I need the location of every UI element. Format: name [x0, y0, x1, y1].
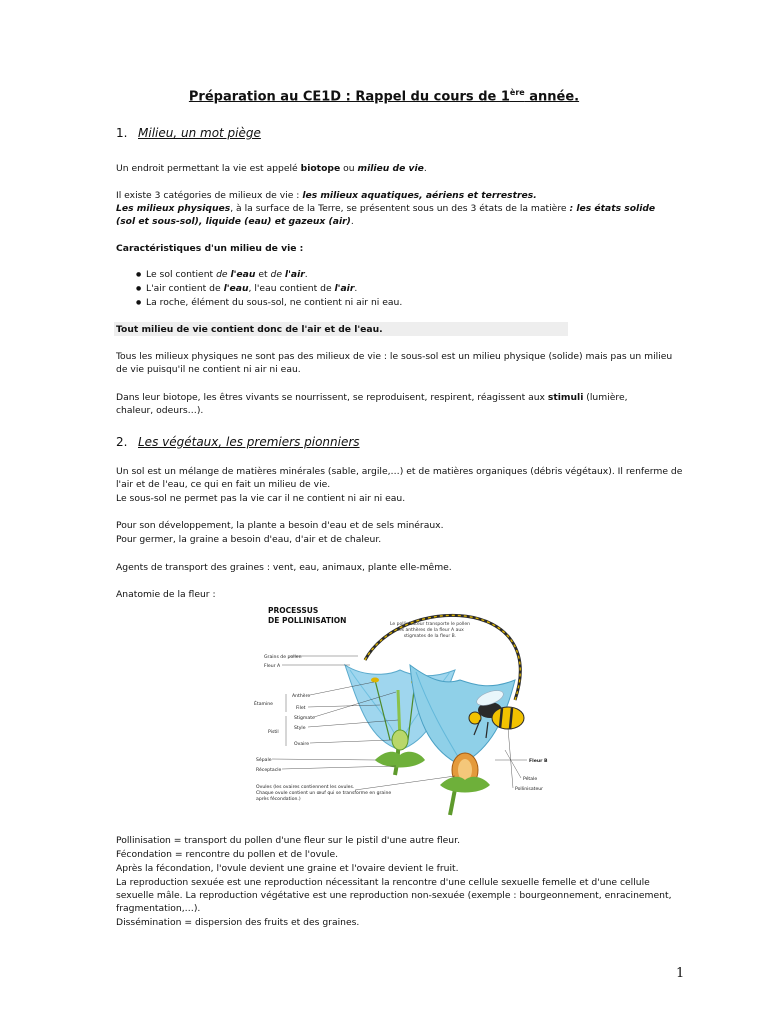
list-item: ● Le sol contient de l'eau et de l'air. — [146, 268, 402, 282]
paragraph-seed-needs: Pour germer, la graine a besoin d'eau, d'air et de chaleur. — [116, 534, 382, 545]
figure-caption-3: stigmates de la fleur B. — [403, 634, 457, 639]
definition-reproduction-line2: sexuelle mâle. La reproduction végétative est une reproduction non-sexuée (exemple : bourgeonnement, enracinement, — [116, 890, 672, 901]
key-statement: Tout milieu de vie contient donc de l'air et de l'eau. — [116, 324, 383, 335]
label-grains: Grains de pollen — [264, 655, 302, 660]
label-stigmate: Stigmate — [294, 716, 315, 721]
label-ovules-2: Chaque ovule contient un œuf qui se transforme en graine — [256, 791, 392, 796]
figure-intro: Anatomie de la fleur : — [116, 589, 216, 600]
paragraph-subsoil-cont: de vie puisqu'il ne contient ni air ni eau. — [116, 364, 301, 375]
paragraph-soil-line2: l'air et de l'eau, ce qui en fait un milieu de vie. — [116, 479, 331, 490]
label-etamine: Étamine — [254, 702, 274, 707]
characteristics-heading: Caractéristiques d'un milieu de vie : — [116, 243, 304, 254]
label-ovules-1: Ovules (les ovaires contiennent les ovules. — [256, 785, 355, 790]
definition-reproduction-line1: La reproduction sexuée est une reproduction nécessitant la rencontre d'une cellule sexuelle femelle et d'une cellule — [116, 877, 650, 888]
figure-title-2: DE POLLINISATION — [268, 616, 347, 625]
label-petale: Pétale — [523, 777, 538, 782]
definition-fecondation: Fécondation = rencontre du pollen et de l'ovule. — [116, 849, 339, 860]
label-fleur-b: Fleur B — [529, 759, 548, 764]
pollination-figure — [250, 600, 550, 820]
paragraph-soil-line3: Le sous-sol ne permet pas la vie car il ne contient ni air ni eau. — [116, 493, 406, 504]
definition-after-fecondation: Après la fécondation, l'ovule devient une graine et l'ovaire devient le fruit. — [116, 863, 459, 874]
label-receptacle: Réceptacle — [256, 768, 282, 773]
label-ovaire: Ovaire — [294, 742, 310, 747]
paragraph-physical-media-cont: (sol et sous-sol), liquide (eau) et gazeux (air). — [116, 216, 354, 227]
label-filet: Filet — [296, 706, 306, 711]
label-sepale: Sépale — [256, 758, 272, 763]
paragraph-seed-transport: Agents de transport des graines : vent, eau, animaux, plante elle-même. — [116, 562, 452, 573]
paragraph-biotope: Un endroit permettant la vie est appelé biotope ou milieu de vie. — [116, 163, 427, 174]
figure-caption-1: Le pollinisateur transporte le pollen — [389, 622, 471, 627]
characteristics-list — [146, 268, 402, 310]
section-1-heading: 1. Milieu, un mot piège — [116, 126, 261, 140]
definition-dissemination: Dissémination = dispersion des fruits et des graines. — [116, 917, 360, 928]
figure-title-1: PROCESSUS — [268, 606, 319, 615]
label-ovules-3: après fécondation.) — [256, 797, 301, 802]
paragraph-living-beings-cont: chaleur, odeurs…). — [116, 405, 204, 416]
paragraph-plant-needs: Pour son développement, la plante a besoin d'eau et de sels minéraux. — [116, 520, 444, 531]
figure-caption-2: des anthères de la fleur A aux — [396, 628, 464, 633]
label-fleur-a: Fleur A — [264, 664, 281, 669]
section-2-heading: 2. Les végétaux, les premiers pionniers — [116, 435, 360, 449]
paragraph-soil: Un sol est un mélange de matières minérales (sable, argile,…) et de matières organiques (débris végétaux). Il renferme de — [116, 466, 683, 477]
definition-reproduction-line3: fragmentation,…). — [116, 903, 201, 914]
paragraph-living-beings: Dans leur biotope, les êtres vivants se nourrissent, se reproduisent, respirent, réagissent aux stimuli (lumière, — [116, 392, 628, 403]
label-pollinisateur: Pollinisateur — [515, 787, 544, 792]
label-style: Style — [294, 726, 306, 731]
paragraph-categories: Il existe 3 catégories de milieux de vie : les milieux aquatiques, aériens et terrestres. — [116, 190, 537, 201]
paragraph-physical-media: Les milieux physiques, à la surface de la Terre, se présentent sous un des 3 états de la matière : les états solide — [116, 203, 656, 214]
document-title: Préparation au CE1D : Rappel du cours de 1ère année. — [188, 88, 580, 105]
label-pistil: Pistil — [268, 730, 279, 735]
paragraph-subsoil: Tous les milieux physiques ne sont pas des milieux de vie : le sous-sol est un milieu physique (solide) mais pas un milieu — [116, 351, 673, 362]
list-item: ● La roche, élément du sous-sol, ne contient ni air ni eau. — [146, 296, 402, 310]
page-number: 1 — [676, 966, 685, 981]
definition-pollinisation: Pollinisation = transport du pollen d'une fleur sur le pistil d'une autre fleur. — [116, 835, 460, 846]
list-item: ● L'air contient de l'eau, l'eau contient de l'air. — [146, 282, 402, 296]
label-antheres: Anthère — [292, 694, 311, 699]
